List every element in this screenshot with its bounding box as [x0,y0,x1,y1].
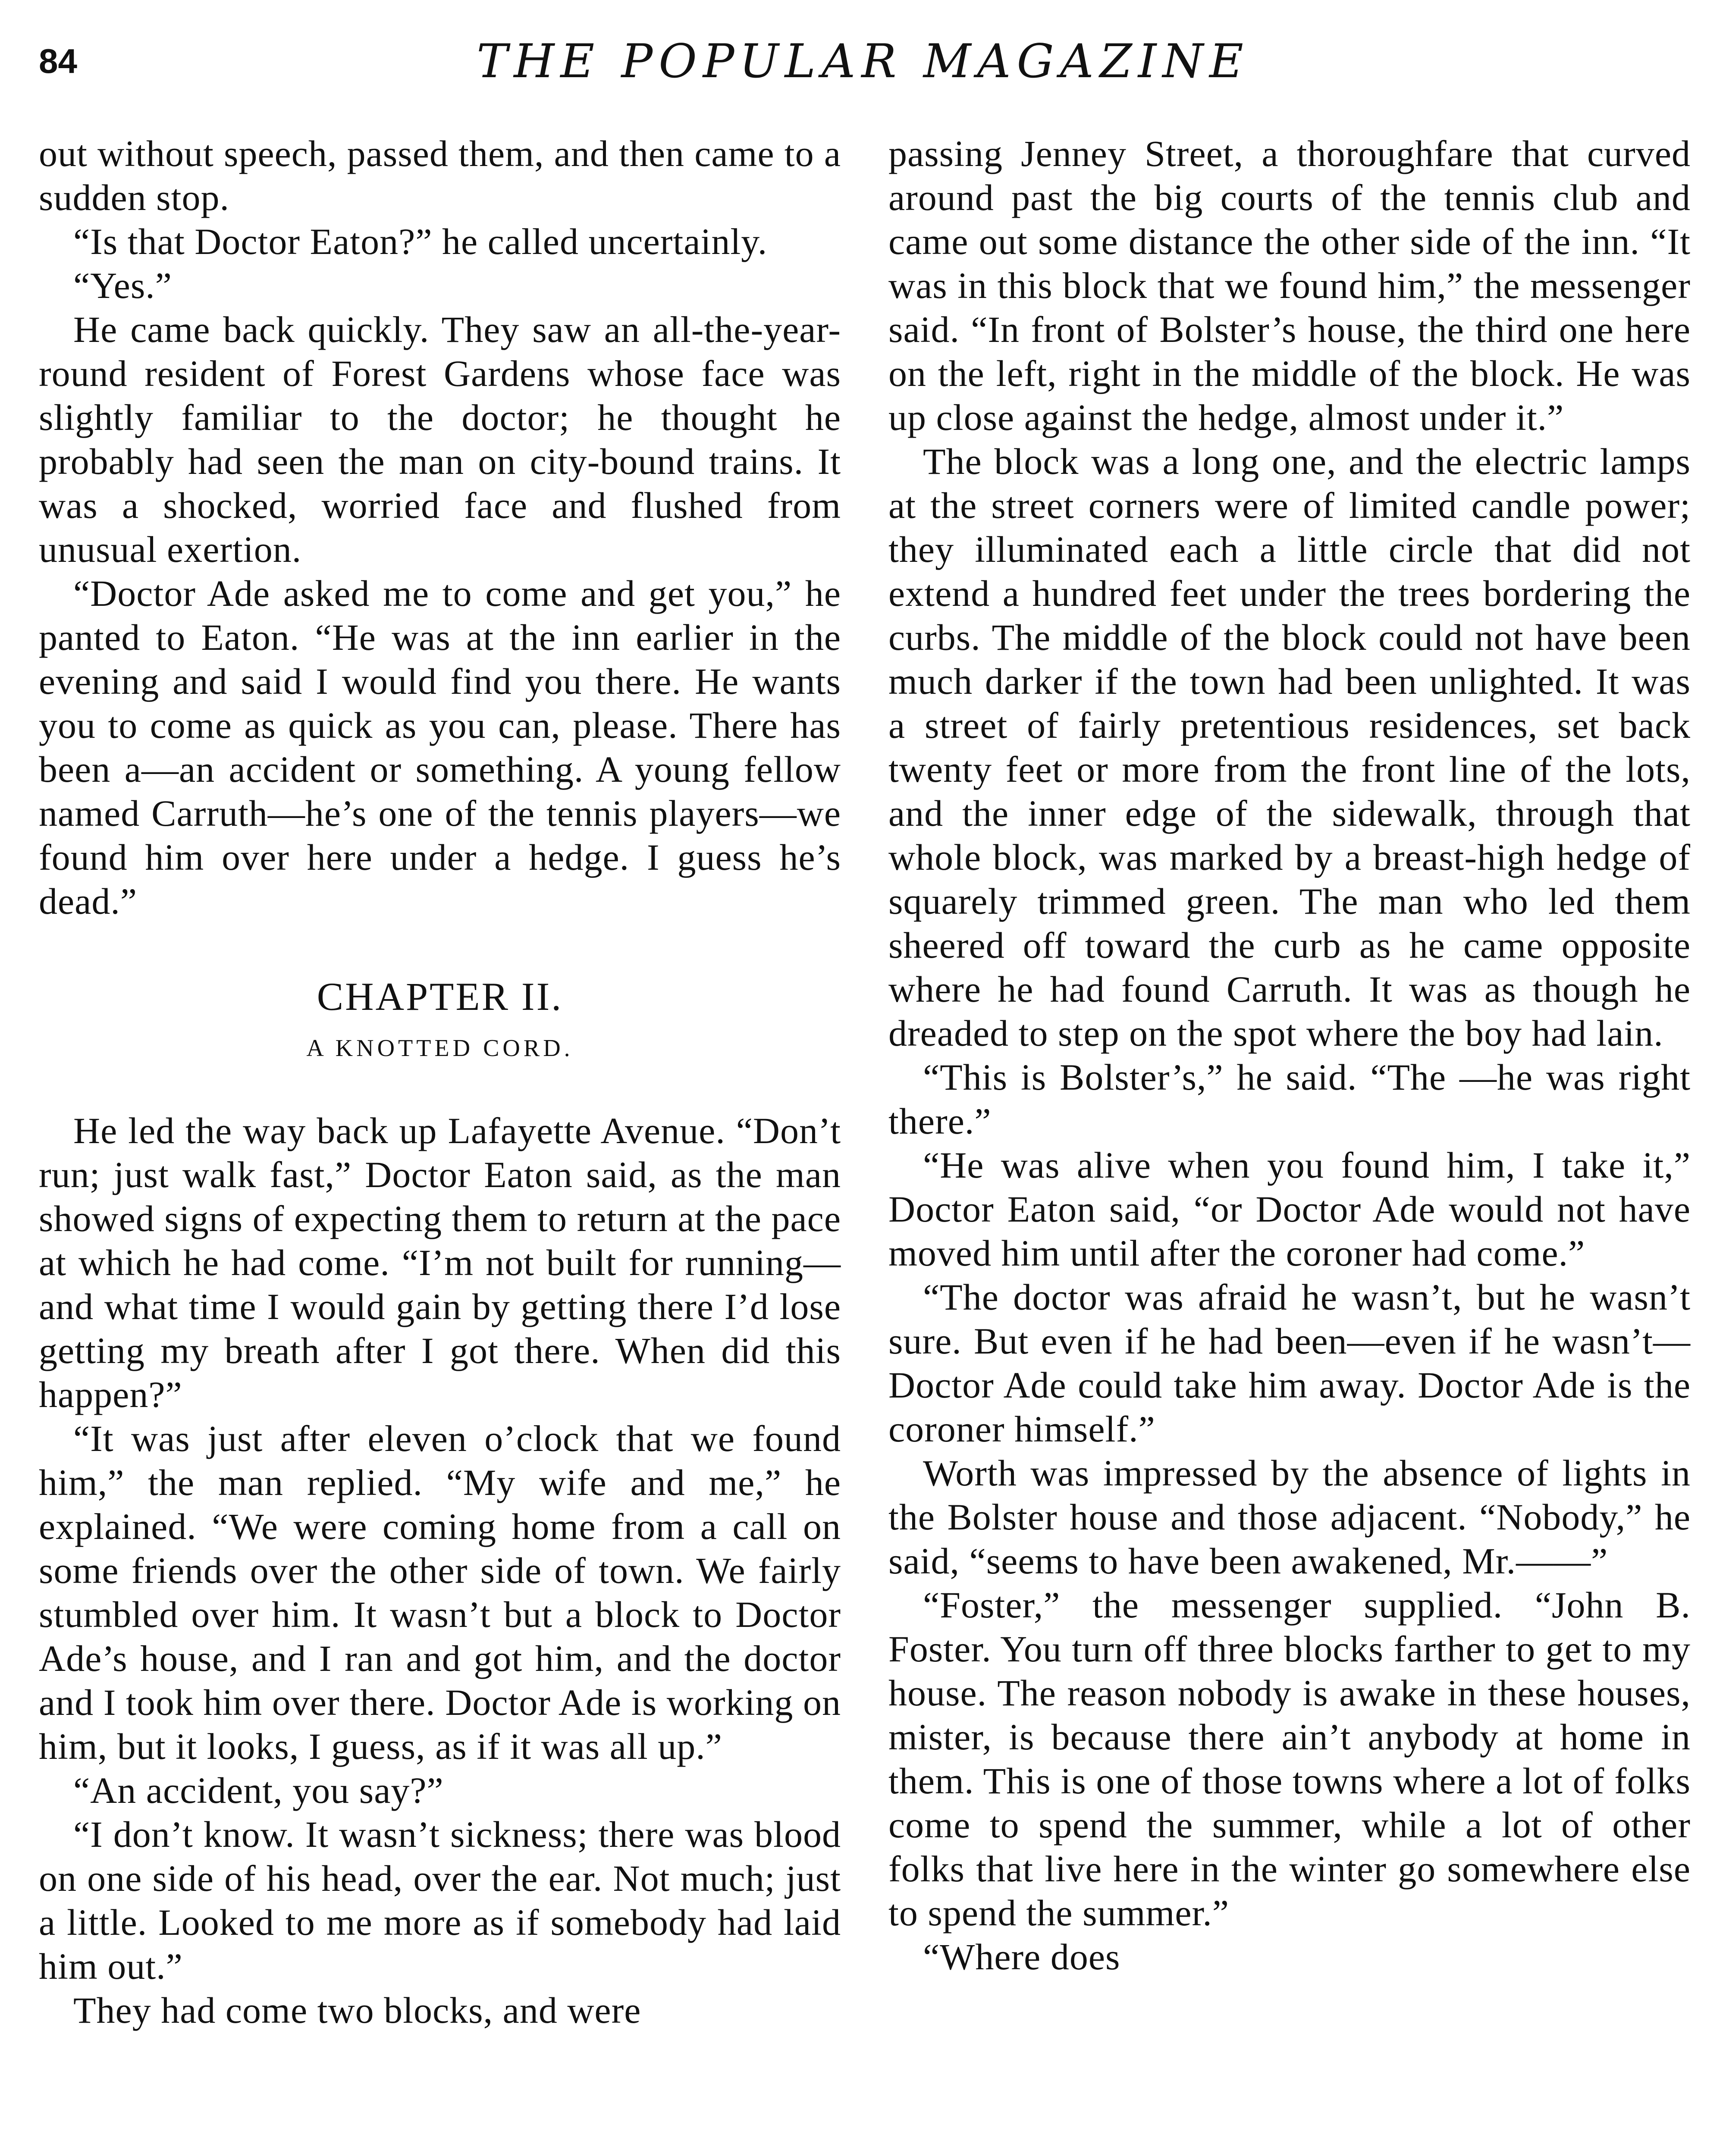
paragraph: “An accident, you say?” [73,1770,444,1811]
chapter-title: CHAPTER II. [317,975,563,1018]
paragraph: “Yes.” [73,265,172,306]
right-column [888,132,1691,2156]
left-column [39,132,841,2156]
paragraph: “Is that Doctor Eaton?” he called uncertainly. [73,221,768,262]
page-header [0,0,1726,129]
paragraph: “Doctor Ade asked me to come and get you,” he panted to Eaton. “He was at the inn earlier in the evening and said I would find you there. He wants you to come as quick as you can, please. There has been a—an accident or something. A young fellow named Carruth—he’s one of the tennis players—we found him over here under a hedge. I guess he’s dead.” [39,573,841,922]
paragraph: “He was alive when you found him, I take it,” Doctor Eaton said, “or Doctor Ade would not have moved him until after the coroner had come.” [888,1144,1691,1274]
page-number: 84 [39,42,77,80]
paragraph: “It was just after eleven o’clock that we found him,” the man replied. “My wife and me,” he explained. “We were coming home from a call on some friends over the other side of town. We fairly stumbled over him. It wasn’t but a block to Doctor Ade’s house, and I ran and got him, and the doctor and I took him over there. Doctor Ade is working on him, but it looks, I guess, as if it was all up.” [39,1418,841,1767]
paragraph: They had come two blocks, and were [73,1990,641,2031]
paragraph: “The doctor was afraid he wasn’t, but he wasn’t sure. But even if he had been—even if he wasn’t—Doctor Ade could take him away. Doctor Ade is the coroner himself.” [888,1276,1691,1450]
chapter-subtitle: A KNOTTED CORD. [306,1035,574,1062]
paragraph: “This is Bolster’s,” he said. “The —he was right there.” [888,1056,1691,1142]
paragraph: The block was a long one, and the electric lamps at the street corners were of limited candle power; they illuminated each a little circle that did not extend a hundred feet under the trees bordering the curbs. The middle of the block could not have been much darker if the town had been unlighted. It was a street of fairly pretentious residences, set back twenty feet or more from the front line of the lots, and the inner edge of the sidewalk, through that whole block, was marked by a breast-high hedge of squarely trimmed green. The man who led them sheered off toward the curb as he came opposite where he had found Carruth. It was as though he dreaded to step on the spot where the boy had lain. [888,441,1691,1054]
paragraph: He led the way back up Lafayette Avenue. “Don’t run; just walk fast,” Doctor Eaton said, as the man showed signs of expecting them to return at the pace at which he had come. “I’m not built for running—and what time I would gain by getting there I’d lose getting my breath after I got there. When did this happen?” [39,1110,841,1415]
paragraph: passing Jenney Street, a thoroughfare that curved around past the big courts of the tennis club and came out some distance the other side of the inn. “It was in this block that we found him,” the messenger said. “In front of Bolster’s house, the third one here on the left, right in the middle of the block. He was up close against the hedge, almost under it.” [888,133,1691,438]
paragraph: Worth was impressed by the absence of lights in the Bolster house and those adjacent. “Nobody,” he said, “seems to have been awakened, Mr.——” [888,1452,1691,1582]
paragraph: He came back quickly. They saw an all-the-year-round resident of Forest Gardens whose face was slightly familiar to the doctor; he thought he probably had seen the man on city-bound trains. It was a shocked, worried face and flushed from unusual exertion. [39,309,841,570]
paragraph: “Foster,” the messenger supplied. “John B. Foster. You turn off three blocks farther to get to my house. The reason nobody is awake in these houses, mister, is because there ain’t anybody at home in them. This is one of those towns where a lot of folks come to spend the summer, while a lot of other folks that live here in the winter go somewhere else to spend the summer.” [888,1584,1691,1934]
paragraph: “Where does [923,1936,1120,1977]
paragraph: “I don’t know. It wasn’t sickness; there was blood on one side of his head, over the ear. Not much; just a little. Looked to me more as if somebody had laid him out.” [39,1814,841,1987]
paragraph: out without speech, passed them, and then came to a sudden stop. [39,133,841,218]
magazine-title: THE POPULAR MAGAZINE [477,34,1249,88]
